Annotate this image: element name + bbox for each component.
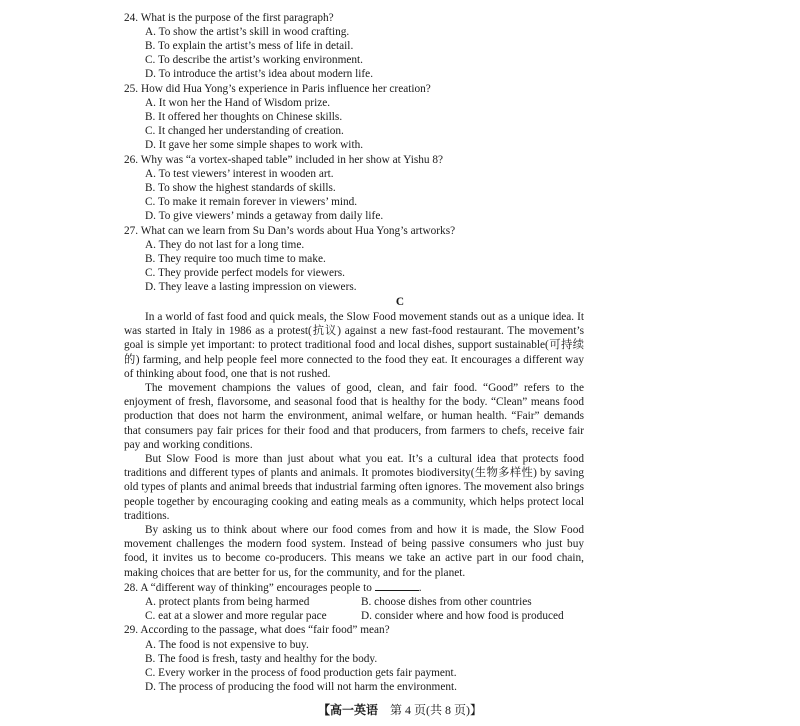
question-26-option-c: C. To make it remain forever in viewers’ mind. <box>145 196 358 208</box>
passage-paragraph-2: The movement champions the values of good, clean, and fair food. “Good” refers to the enjoyment of fresh, flavorsome, and seasonal food that is healthy for the body. “Clean” means food production that does not harm the environment, animal welfare, or human health. “Fair” demands that consumers pay fair prices for their food and that producers, from farmers to chefs, receive fair pay and working conditions. <box>124 382 584 451</box>
question-27-stem: 27. What can we learn from Su Dan’s words about Hua Yong’s artworks? <box>124 225 456 237</box>
footer-subject: 【高一英语 <box>317 703 378 717</box>
question-25-option-c: C. It changed her understanding of creation. <box>145 125 344 137</box>
question-28-stem <box>124 580 594 595</box>
section-c-heading: C <box>395 296 405 308</box>
passage-paragraph-3: But Slow Food is more than just about what you eat. It’s a cultural idea that protects food traditions and different types of plants and animals. It promotes biodiversity(生物多样性) by saving old types of plants and animal breeds that industrial farming often ignores. The movement also brings people together by encouraging cooking and eating meals as a community, which helps protect local traditions. <box>124 453 584 522</box>
question-29-option-d: D. The process of producing the food will not harm the environment. <box>145 681 457 693</box>
passage-paragraph-1: In a world of fast food and quick meals, the Slow Food movement stands out as a unique idea. It was started in Italy in 1986 as a protest(抗议) against a new fast-food restaurant. The movement’s goal is simple yet important: to protect traditional food and local dishes, support sustainable(可持续的) farming, and help people feel more connected to the food they eat. It encourages a different way of thinking about food, one that is not rushed. <box>124 311 584 380</box>
question-29-option-a: A. The food is not expensive to buy. <box>145 639 309 651</box>
answer-blank <box>375 580 419 591</box>
question-27-option-a: A. They do not last for a long time. <box>145 239 305 251</box>
question-29-option-c: C. Every worker in the process of food production gets fair payment. <box>145 667 457 679</box>
question-28-option-a: A. protect plants from being harmed <box>145 596 310 608</box>
footer-page-number: 第 4 页(共 8 页)】 <box>390 703 482 717</box>
question-28-stem-end: . <box>418 582 422 594</box>
question-27-option-d: D. They leave a lasting impression on viewers. <box>145 281 357 293</box>
passage-paragraph-4: By asking us to think about where our food comes from and how it is made, the Slow Food movement challenges the modern food system. Instead of being passive consumers who just buy food, it invites us to become co-producers. This means we take an active part in our food chain, making choices that are better for us, for the community, and for the planet. <box>124 524 584 579</box>
question-25-option-a: A. It won her the Hand of Wisdom prize. <box>145 97 331 109</box>
question-26-option-a: A. To test viewers’ interest in wooden art. <box>145 168 334 180</box>
question-24-stem: 24. What is the purpose of the first paragraph? <box>124 12 334 24</box>
question-27-option-c: C. They provide perfect models for viewers. <box>145 267 345 279</box>
question-28-option-c: C. eat at a slower and more regular pace <box>145 610 327 622</box>
page-footer <box>0 703 800 717</box>
question-25-option-b: B. It offered her thoughts on Chinese skills. <box>145 111 343 123</box>
question-24-option-d: D. To introduce the artist’s idea about modern life. <box>145 68 374 80</box>
question-26-option-d: D. To give viewers’ minds a getaway from daily life. <box>145 210 384 222</box>
question-28-stem-text: 28. A “different way of thinking” encourages people to <box>124 582 372 594</box>
question-28-option-b: B. choose dishes from other countries <box>361 596 532 608</box>
question-26-option-b: B. To show the highest standards of skills. <box>145 182 336 194</box>
question-29-option-b: B. The food is fresh, tasty and healthy for the body. <box>145 653 378 665</box>
question-25-stem: 25. How did Hua Yong’s experience in Paris influence her creation? <box>124 83 431 95</box>
question-24-option-a: A. To show the artist’s skill in wood crafting. <box>145 26 350 38</box>
question-24-option-c: C. To describe the artist’s working environment. <box>145 54 363 66</box>
question-26-stem: 26. Why was “a vortex-shaped table” included in her show at Yishu 8? <box>124 154 444 166</box>
question-29-stem: 29. According to the passage, what does “fair food” mean? <box>124 624 390 636</box>
question-27-option-b: B. They require too much time to make. <box>145 253 326 265</box>
question-24-option-b: B. To explain the artist’s mess of life in detail. <box>145 40 354 52</box>
question-25-option-d: D. It gave her some simple shapes to work with. <box>145 139 364 151</box>
question-28-option-d: D. consider where and how food is produced <box>361 610 564 622</box>
